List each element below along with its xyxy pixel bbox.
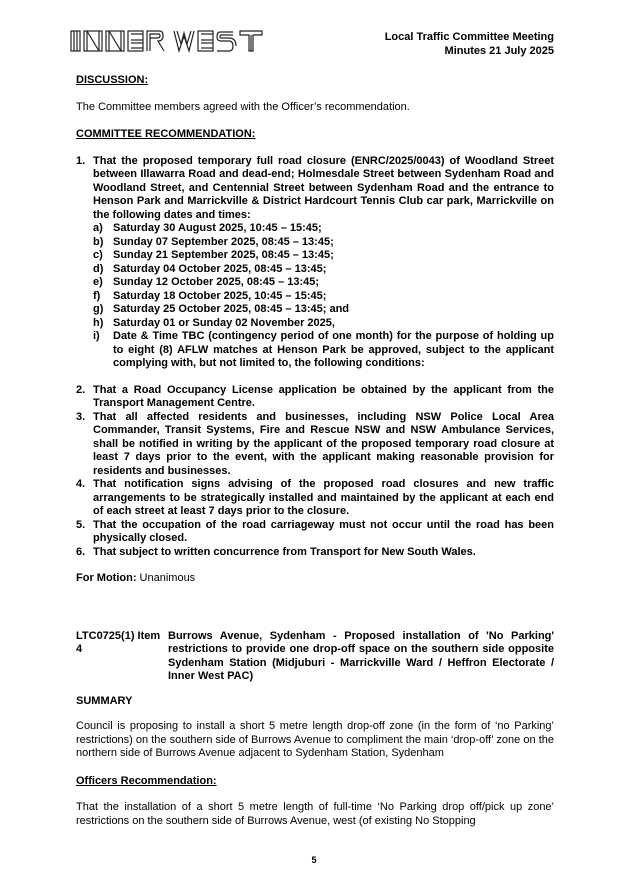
discussion-text: The Committee members agreed with the Officer’s recommendation.	[76, 100, 410, 113]
item-number: 1.	[76, 154, 86, 167]
committee-recommendation-heading: COMMITTEE RECOMMENDATION:	[76, 128, 256, 140]
header-meeting-title: Local Traffic Committee Meeting	[384, 31, 554, 43]
officers-recommendation-text: That the installation of a short 5 metre length of full-time ‘No Parking drop off/pick up zone’ restrictions on the southern side of Burrows Avenue, west (of existing No Stopping	[76, 801, 554, 827]
for-motion	[76, 572, 554, 586]
date-item: i) Date & Time TBC (contingency period of one month) for the purpose of holding up to eight (8) AFLW matches at Henson Park be approved, subject to the applicant complying with, but not limited to, the following conditions:	[93, 330, 554, 369]
recommendation-item: 6. That subject to written concurrence from Transport for New South Wales.	[76, 545, 476, 558]
recommendation-item: 4. That notification signs advising of the proposed road closures and new traffic arrangements to be strategically installed and maintained by the applicant at each end of each street at least 7 days prior to the closure.	[76, 478, 554, 517]
summary-text: Council is proposing to install a short 5 metre length drop-off zone (in the form of ‘no Parking’ restrictions) on the southern side of Burrows Avenue to compliment the main ‘drop-off’ zone on the northern side of Burrows Avenue adjacent to Sydenham Station, Sydenham	[76, 720, 554, 759]
officers-recommendation-heading: Officers Recommendation:	[76, 774, 217, 787]
date-item: e) Sunday 12 October 2025, 08:45 – 13:45;	[93, 276, 320, 288]
date-item: c) Sunday 21 September 2025, 08:45 – 13:45;	[93, 249, 334, 261]
header-minutes-date: Minutes 21 July 2025	[444, 45, 554, 57]
recommendation-list	[76, 155, 554, 560]
recommendation-item: 2. That a Road Occupancy License application be obtained by the applicant from the Transport Management Centre.	[76, 383, 554, 409]
date-item: d) Saturday 04 October 2025, 08:45 – 13:45;	[93, 262, 327, 275]
date-item: h) Saturday 01 or Sunday 02 November 2025,	[93, 316, 335, 329]
document-body	[76, 74, 554, 828]
date-item: f) Saturday 18 October 2025, 10:45 – 15:45;	[93, 289, 327, 302]
recommendation-item: 3. That all affected residents and businesses, including NSW Police Local Area Commander, Transit Systems, Fire and Rescue NSW and NSW Ambulance Services, shall be notified in writing by the applicant of the proposed temporary road closure at least 7 days prior to the event, with the applicant making reasonable provision for residents and businesses.	[76, 410, 554, 477]
recommendation-item: 5. That the occupation of the road carriageway must not occur until the road has been physically closed.	[76, 518, 554, 544]
dates-sublist	[93, 222, 554, 371]
for-motion-label: For Motion:	[76, 572, 137, 584]
agenda-item-title: Burrows Avenue, Sydenham - Proposed installation of 'No Parking' restrictions to provide one drop-off space on the southern side opposite Sydenham Station (Midjuburi - Marrickville Ward / Heffron Electorate / Inner West PAC)	[168, 629, 554, 682]
document-header	[385, 30, 554, 58]
discussion-heading: DISCUSSION:	[76, 74, 149, 86]
inner-west-logo-mark	[70, 28, 270, 54]
agenda-item-4	[76, 630, 554, 684]
date-item: b) Sunday 07 September 2025, 08:45 – 13:45;	[93, 235, 334, 248]
agenda-item-code: LTC0725(1) Item 4	[76, 629, 161, 655]
date-item: a) Saturday 30 August 2025, 10:45 – 15:45;	[93, 222, 322, 234]
recommendation-item	[76, 155, 554, 371]
summary-heading: SUMMARY	[76, 694, 133, 707]
for-motion-value: Unanimous	[139, 572, 196, 584]
item-text: That the proposed temporary full road closure (ENRC/2025/0043) of Woodland Street between Illawarra Road and dead-end; Holmesdale Street between Sydenham Road and Woodland Street, and Centennial Street between Sydenham Road and the entrance to Henson Park and Marrickville & District Hardcourt Tennis Club car park, Marrickville on the following dates and times:	[93, 154, 554, 221]
date-item: g) Saturday 25 October 2025, 08:45 – 13:45; and	[93, 303, 350, 315]
inner-west-logo	[70, 28, 270, 59]
page-number: 5	[311, 855, 317, 865]
